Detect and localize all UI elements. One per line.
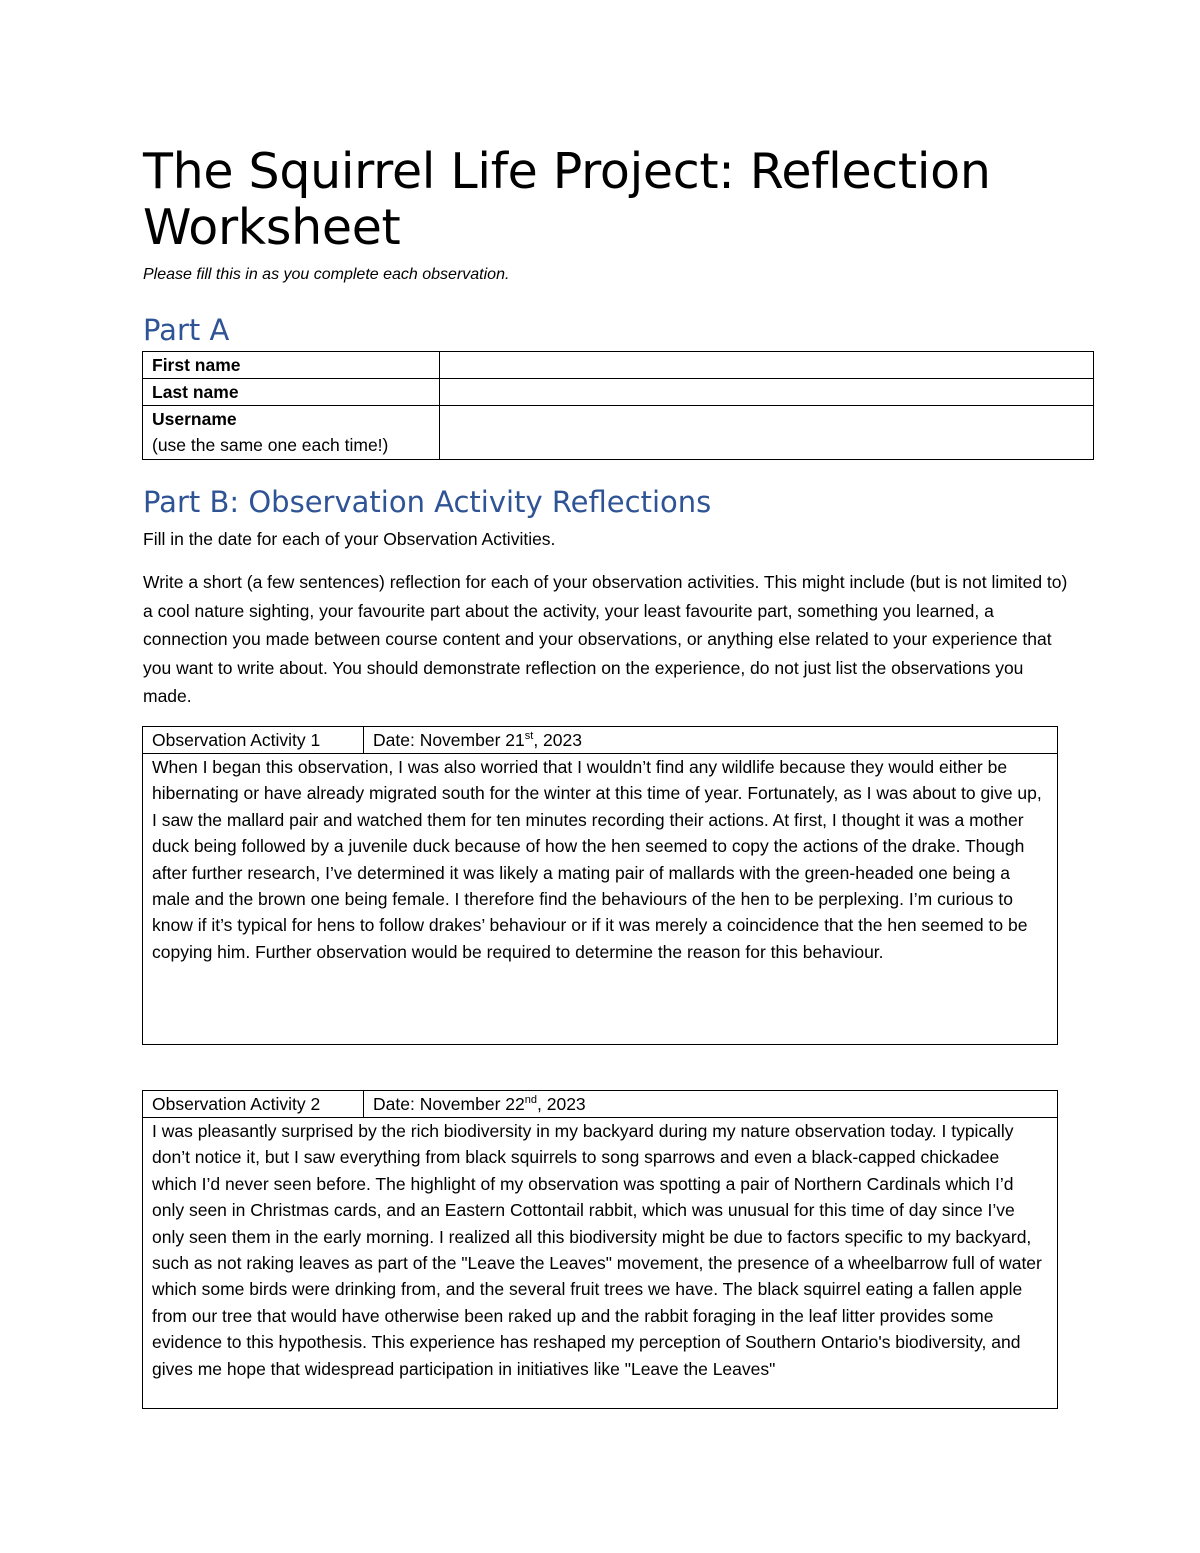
part-b-heading: Part B: Observation Activity Reflections <box>143 485 712 519</box>
observation-date[interactable] <box>364 727 1058 754</box>
reflection-text[interactable]: I was pleasantly surprised by the rich biodiversity in my backyard during my nature observation today. I typically don’t notice it, but I saw everything from black squirrels to song sparrows and even a black-capped chickadee which I’d never seen before. The highlight of my observation was spotting a pair of Northern Cardinals which I’d only seen in Christmas cards, and an Eastern Cottontail rabbit, which was unusual for this time of day since I’ve only seen them in the early morning. I realized all this biodiversity might be due to factors specific to my backyard, such as not raking leaves as part of the "Leave the Leaves" movement, the presence of a wheelbarrow full of water which some birds were drinking from, and the several fruit trees we have. The black squirrel eating a fallen apple from our tree that would have otherwise been raked up and the rabbit foraging in the leaf litter provides some evidence to this hypothesis. This experience has reshaped my perception of Southern Ontario's biodiversity, and gives me hope that widespread participation in initiatives like "Leave the Leaves" <box>143 1118 1058 1409</box>
observation-activity-label: Observation Activity 2 <box>143 1091 364 1118</box>
observation-activity-1-table <box>142 726 1058 1045</box>
username-field[interactable] <box>440 406 1094 460</box>
date-ordinal-suffix: nd <box>524 1094 537 1107</box>
table-row <box>143 754 1058 1045</box>
first-name-label: First name <box>143 352 440 379</box>
table-row <box>143 352 1094 379</box>
first-name-field[interactable] <box>440 352 1094 379</box>
subtitle: Please fill this in as you complete each observation. <box>143 266 510 283</box>
reflection-text[interactable]: When I began this observation, I was also worried that I wouldn’t find any wildlife because they would either be hibernating or have already migrated south for the winter at this time of year. Fortunately, as I was about to give up, I saw the mallard pair and watched them for ten minutes recording their actions. At first, I thought it was a mother duck being followed by a juvenile duck because of how the hen seemed to copy the actions of the drake. Though after further research, I’ve determined it was likely a mating pair of mallards with the green-headed one being a male and the brown one being female. I therefore find the behaviours of the hen to be perplexing. I’m curious to know if it’s typical for hens to follow drakes’ behaviour or if it was merely a coincidence that the hen seemed to be copying him. Further observation would be required to determine the reason for this behaviour. <box>143 754 1058 1045</box>
table-row <box>143 1118 1058 1409</box>
observation-activity-label: Observation Activity 1 <box>143 727 364 754</box>
table-row <box>143 406 1094 460</box>
table-row <box>143 379 1094 406</box>
page-title: The Squirrel Life Project: Reflection Worksheet <box>143 143 991 256</box>
part-a-heading: Part A <box>143 313 230 347</box>
last-name-field[interactable] <box>440 379 1094 406</box>
table-row <box>143 1091 1058 1118</box>
username-label: Username <box>152 409 237 429</box>
part-a-table <box>142 351 1094 460</box>
date-year: , 2023 <box>537 1094 586 1114</box>
observation-activity-2-table <box>142 1090 1058 1409</box>
date-year: , 2023 <box>533 730 582 750</box>
date-prefix: Date: November 22 <box>373 1094 525 1114</box>
date-ordinal-suffix: st <box>524 730 534 743</box>
last-name-label: Last name <box>143 379 440 406</box>
username-note: (use the same one each time!) <box>152 435 389 455</box>
instruction-reflection: Write a short (a few sentences) reflection for each of your observation activities. This might include (but is not limited to) a cool nature sighting, your favourite part about the activity, your least favourite part, something you learned, a connection you made between course content and your observations, or anything else related to your experience that you want to write about. You should demonstrate reflection on the experience, do not just list the observations you made. <box>143 572 1068 706</box>
date-prefix: Date: November 21 <box>373 730 525 750</box>
table-row <box>143 727 1058 754</box>
username-label-cell <box>143 406 440 460</box>
instruction-date: Fill in the date for each of your Observation Activities. <box>143 529 556 549</box>
observation-date[interactable] <box>364 1091 1058 1118</box>
